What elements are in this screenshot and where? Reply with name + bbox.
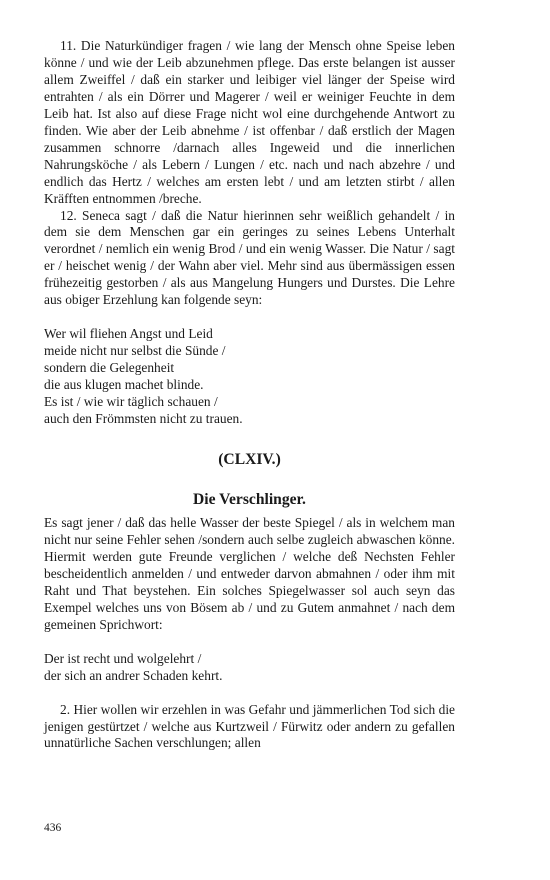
chapter-title: Die Verschlinger.	[193, 490, 306, 508]
verse-line: sondern die Gelegenheit	[44, 360, 175, 376]
chapter-paragraph-2: 2. Hier wollen wir erzehlen in was Gefahr und jämmerlichen Tod sich die jenigen gestürtzet / welche aus Kurtzweil / Fürwitz oder andern zu gefallen unnatürliche Sachen verschlungen; allen	[44, 701, 455, 751]
page-body	[44, 38, 455, 752]
verse-line: auch den Frömmsten nicht zu trauen.	[44, 411, 243, 427]
spacer	[44, 685, 455, 702]
paragraph-12: 12. Seneca sagt / daß die Natur hierinnen sehr weißlich gehandelt / in dem sie dem Menschen gar ein geringes zu seines Lebens Unterhalt verordnet / nemlich ein wenig Brod / und ein wenig Wasser. Die Natur / sagt er / heischet wenig / der Wahn aber viel. Mehr sind aus übermässigen essen frühezeitig gestorben / als aus Mangelung Hungers und Durstes. Die Lehre aus obiger Erzehlung kan folgende seyn:	[44, 207, 455, 308]
paragraph-11: 11. Die Naturkündiger fragen / wie lang der Mensch ohne Speise leben könne / und wie der Leib abzunehmen pflege. Das erste belangen ist ausser allem Zweiffel / daß ein starker und leibiger viel länger der Speise wird entrahten / als ein Dörrer und Magerer / weil er weiniger Feuchte in dem Leib hat. Ist also auf diese Frage nicht wol eine durchgehende Antwort zu finden. Wie aber der Leib abnehme / ist offenbar / daß erstlich der Magen zusammen schnorre /darnach alles Ingeweid und die innerlichen Nahrungsköche / als Lebern / Lungen / etc. nach und nach abzehre / und endlich das Hertz / welches am ersten lebt / und am letzten stirbt / allen Kräfften entnommen /breche.	[44, 38, 455, 206]
page-number: 436	[44, 822, 62, 834]
spacer	[44, 309, 455, 326]
verse-line: der sich an andrer Schaden kehrt.	[44, 667, 223, 683]
verse-line: Der ist recht und wolgelehrt /	[44, 650, 202, 666]
verse-line: Es ist / wie wir täglich schauen /	[44, 394, 218, 410]
verse-line: meide nicht nur selbst die Sünde /	[44, 343, 226, 359]
chapter-number: (CLXIV.)	[218, 450, 281, 468]
verse-line: Wer wil fliehen Angst und Leid	[44, 326, 213, 342]
verse-block-1	[44, 326, 455, 428]
verse-line: die aus klugen machet blinde.	[44, 377, 204, 393]
chapter-paragraph-1: Es sagt jener / daß das helle Wasser der beste Spiegel / als in welchem man nicht nur seine Fehler sehen /sondern auch selbe zugleich abwaschen könne. Hiermit werden gute Freunde verglichen / welche deß Nechsten Fehler bescheidentlich anmelden / und entweder darvon abmahnen / oder ihm mit Raht und That beystehen. Ein solches Spiegelwasser sol auch seyn das Exempel welches uns von Bösem ab / und zu Gutem anmahnet / nach dem gemeinen Sprichwort:	[44, 514, 455, 632]
verse-block-2	[44, 651, 455, 685]
spacer	[44, 634, 455, 651]
